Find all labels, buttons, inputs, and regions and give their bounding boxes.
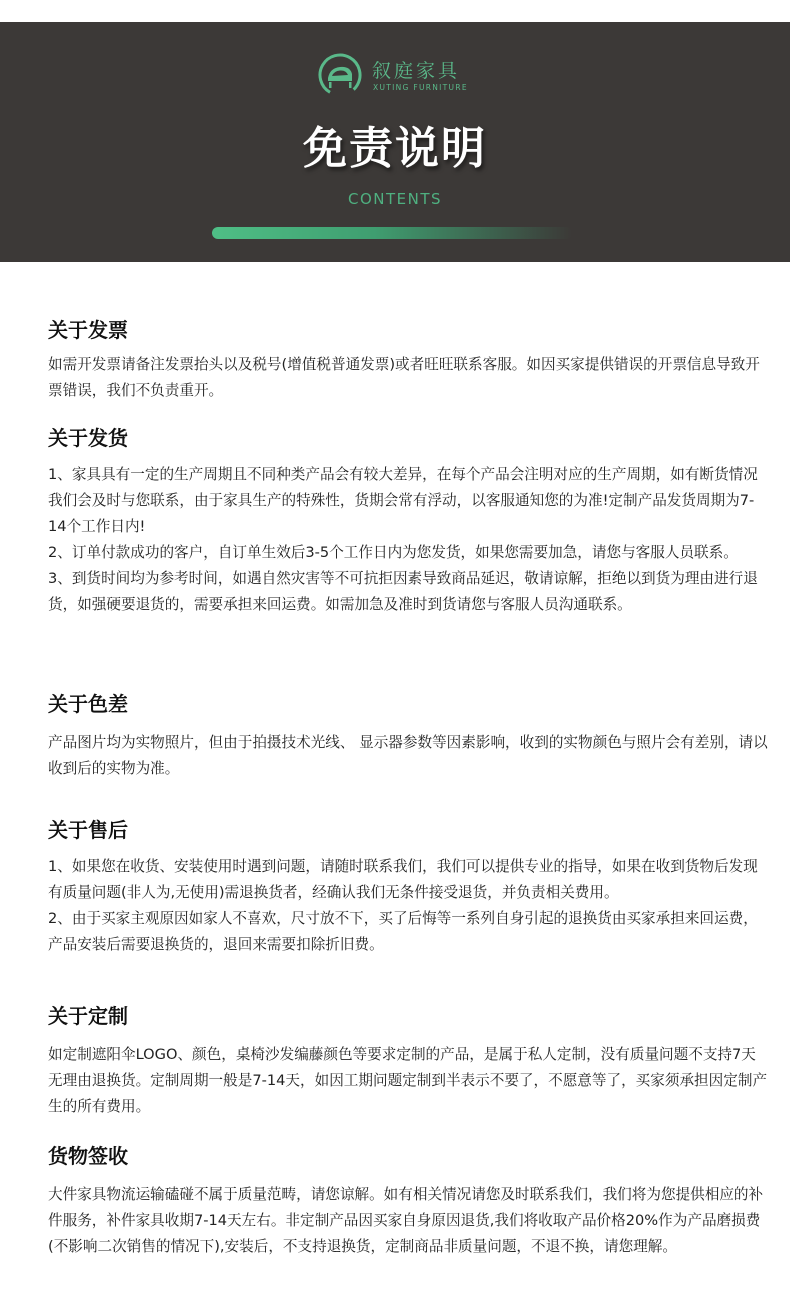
- section-paragraph: 产品图片均为实物照片，但由于拍摄技术光线、 显示器参数等因素影响，收到的实物颜色与照片会有差别，请以收到后的实物为准。: [48, 734, 768, 777]
- section-paragraph: 3、到货时间均为参考时间，如遇自然灾害等不可抗拒因素导致商品延迟，敬请谅解，拒绝以到货为理由进行退货，如强硬要退货的，需要承担来回运费。如需加急及准时到货请您与客服人员沟通联系。: [48, 570, 758, 613]
- section-heading: 关于定制: [48, 1004, 128, 1028]
- section-heading: 关于发货: [48, 426, 128, 450]
- section-heading: 关于售后: [48, 818, 128, 842]
- section-paragraph: 如需开发票请备注发票抬头以及税号(增值税普通发票)或者旺旺联系客服。如因买家提供错误的开票信息导致开票错误，我们不负责重开。: [48, 356, 760, 399]
- section-paragraph: 2、由于买家主观原因如家人不喜欢，尺寸放不下，买了后悔等一系列自身引起的退换货由买家承担来回运费，产品安装后需要退换货的，退回来需要扣除折旧费。: [48, 910, 758, 953]
- section-paragraph: 1、如果您在收货、安装使用时遇到问题，请随时联系我们，我们可以提供专业的指导，如果在收到货物后发现有质量问题(非人为,无使用)需退换货者，经确认我们无条件接受退货，并负责相关费用。: [48, 858, 758, 901]
- header-banner: [0, 22, 790, 262]
- section-heading: 关于色差: [48, 692, 128, 716]
- section-invoice: [48, 316, 768, 404]
- section-shipping: [48, 424, 768, 618]
- section-paragraph: 2、订单付款成功的客户，自订单生效后3-5个工作日内为您发货，如果您需要加急，请您与客服人员联系。: [48, 544, 738, 561]
- brand-logo: [316, 52, 496, 98]
- section-color-difference: [48, 690, 768, 782]
- page-subtitle: CONTENTS: [347, 190, 443, 208]
- section-heading: 关于发票: [48, 318, 128, 342]
- section-paragraph: 如定制遮阳伞LOGO、颜色，桌椅沙发编藤颜色等要求定制的产品，是属于私人定制，没有质量问题不支持7天无理由退换货。定制周期一般是7-14天，如因工期问题定制到半表示不要了，不愿意等了，买家须承担因定制产生的所有费用。: [48, 1046, 768, 1115]
- section-receipt: [48, 1142, 768, 1260]
- brand-name-cn: 叙庭家具: [372, 60, 461, 82]
- page-title: 免责说明: [303, 123, 487, 174]
- section-after-sales: [48, 816, 768, 958]
- section-paragraph: 1、家具具有一定的生产周期且不同种类产品会有较大差异，在每个产品会注明对应的生产周期，如有断货情况我们会及时与您联系，由于家具生产的特殊性，货期会常有浮动，以客服通知您的为准!定制产品发货周期为7-14个工作日内!: [48, 466, 758, 535]
- brand-name-en: XUTING FURNITURE: [373, 83, 468, 92]
- section-paragraph: 大件家具物流运输磕碰不属于质量范畴，请您谅解。如有相关情况请您及时联系我们，我们将为您提供相应的补件服务，补件家具收期7-14天左右。非定制产品因买家自身原因退货,我们将收取产品价格20%作为产品磨损费(不影响二次销售的情况下),安装后，不支持退换货，定制商品非质量问题，不退不换，请您理解。: [48, 1186, 764, 1255]
- section-heading: 货物签收: [48, 1144, 128, 1168]
- sofa-logo-icon: [316, 52, 364, 98]
- section-customization: [48, 1002, 768, 1120]
- accent-bar: [212, 227, 572, 239]
